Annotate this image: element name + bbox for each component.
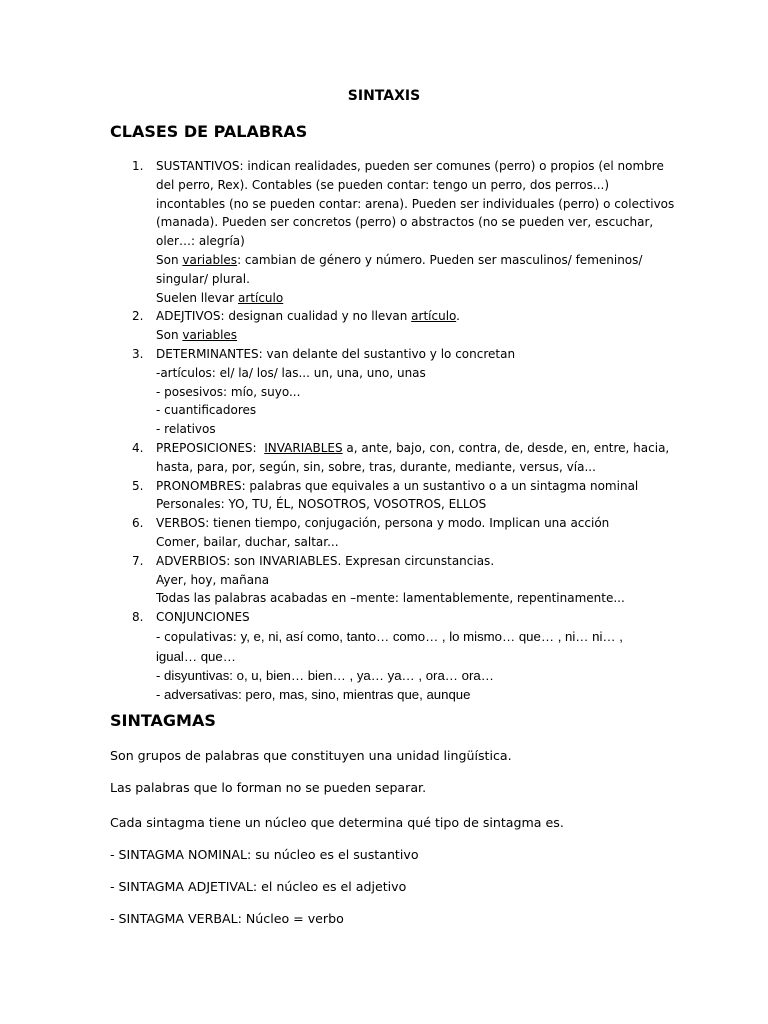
text-line: oler…: alegría)	[156, 234, 245, 249]
list-item	[108, 157, 675, 307]
text-line: DETERMINANTES: van delante del sustantivo y lo concretan	[156, 346, 516, 361]
text-span: a, ante, bajo, con, contra, de, desde, en, entre, hacia,	[342, 440, 670, 455]
text-line: incontables (no se pueden contar: arena). Pueden ser individuales (perro) o colectivos	[156, 196, 675, 211]
text-line: ADVERBIOS: son INVARIABLES. Expresan circunstancias.	[156, 553, 495, 568]
text-line: Comer, bailar, duchar, saltar...	[156, 534, 339, 549]
paragraph: - SINTAGMA VERBAL: Núcleo = verbo	[110, 911, 344, 926]
list-item	[108, 345, 668, 439]
paragraph: - SINTAGMA ADJETIVAL: el núcleo es el adjetivo	[110, 879, 407, 894]
list-item	[108, 514, 668, 552]
paragraph: Cada sintagma tiene un núcleo que determina qué tipo de sintagma es.	[110, 815, 564, 830]
paragraph: - SINTAGMA NOMINAL: su núcleo es el sustantivo	[110, 847, 419, 862]
text-line	[156, 439, 668, 458]
list-item	[108, 608, 668, 704]
underlined-term: artículo	[411, 309, 457, 324]
text-line: igual… que…	[156, 648, 236, 664]
text-span: Son	[156, 328, 183, 343]
list-number: 3.	[132, 346, 144, 361]
text-span: y, e, ni, así como, tanto… como… , lo mismo… que… , ni… ni… ,	[240, 628, 623, 644]
text-line: PRONOMBRES: palabras que equivales a un sustantivo o a un sintagma nominal	[156, 478, 639, 493]
text-line: singular/ plural.	[156, 271, 250, 286]
text-span: Son	[156, 252, 183, 267]
text-line: - adversativas: pero, mas, sino, mientras que, aunque	[156, 687, 471, 703]
text-span: - copulativas:	[156, 629, 241, 644]
list-number: 5.	[132, 478, 144, 493]
list-item	[108, 307, 668, 345]
text-line: del perro, Rex). Contables (se pueden contar: tengo un perro, dos perros...)	[156, 177, 610, 192]
paragraph: Las palabras que lo forman no se pueden separar.	[110, 780, 427, 795]
text-line	[156, 627, 668, 647]
word-classes-list	[108, 157, 675, 704]
list-number: 7.	[132, 553, 144, 568]
text-line	[156, 251, 668, 270]
text-line: CONJUNCIONES	[156, 610, 250, 625]
text-span: .	[456, 309, 460, 324]
text-line: - posesivos: mío, suyo...	[156, 384, 301, 399]
text-line: VERBOS: tienen tiempo, conjugación, persona y modo. Implican una acción	[156, 516, 610, 531]
text-line: -artículos: el/ la/ los/ las... un, una, uno, unas	[156, 365, 426, 380]
text-span: ADEJTIVOS: designan cualidad y no llevan	[156, 309, 412, 324]
text-line: Todas las palabras acabadas en –mente: lamentablemente, repentinamente...	[156, 591, 625, 606]
text-line: Personales: YO, TU, ÉL, NOSOTROS, VOSOTROS, ELLOS	[156, 497, 487, 512]
list-number: 4.	[132, 440, 144, 455]
underlined-term: artículo	[238, 290, 284, 305]
section-heading-sintagmas: SINTAGMAS	[110, 711, 216, 730]
text-span: PREPOSICIONES:	[156, 440, 265, 455]
text-line: - disyuntivas: o, u, bien… bien… , ya… ya… , ora… ora…	[156, 667, 494, 683]
text-line: SUSTANTIVOS: indican realidades, pueden ser comunes (perro) o propios (el nombre	[156, 159, 664, 173]
text-line	[156, 307, 668, 326]
text-line	[156, 326, 668, 345]
text-line	[156, 289, 668, 308]
text-line: (manada). Pueden ser concretos (perro) o abstractos (no se pueden ver, escuchar,	[156, 215, 654, 230]
list-number: 1.	[132, 159, 144, 173]
text-span: Suelen llevar	[156, 290, 238, 305]
text-line: hasta, para, por, según, sin, sobre, tras, durante, mediante, versus, vía...	[156, 459, 596, 474]
text-span: : cambian de género y número. Pueden ser masculinos/ femeninos/	[237, 252, 643, 267]
list-item	[108, 477, 668, 515]
underlined-term: INVARIABLES	[264, 440, 343, 455]
list-item	[108, 439, 668, 477]
text-line: - cuantificadores	[156, 403, 257, 418]
section-heading-clases: CLASES DE PALABRAS	[110, 122, 308, 141]
text-line: - relativos	[156, 422, 216, 437]
underlined-term: variables	[182, 328, 238, 343]
list-number: 2.	[132, 309, 144, 324]
list-item	[108, 552, 668, 608]
text-line: Ayer, hoy, mañana	[156, 572, 270, 587]
underlined-term: variables	[182, 252, 238, 267]
paragraph: Son grupos de palabras que constituyen una unidad lingüística.	[110, 748, 512, 763]
list-number: 6.	[132, 516, 144, 531]
list-number: 8.	[132, 610, 144, 625]
document-title: SINTAXIS	[347, 88, 421, 104]
